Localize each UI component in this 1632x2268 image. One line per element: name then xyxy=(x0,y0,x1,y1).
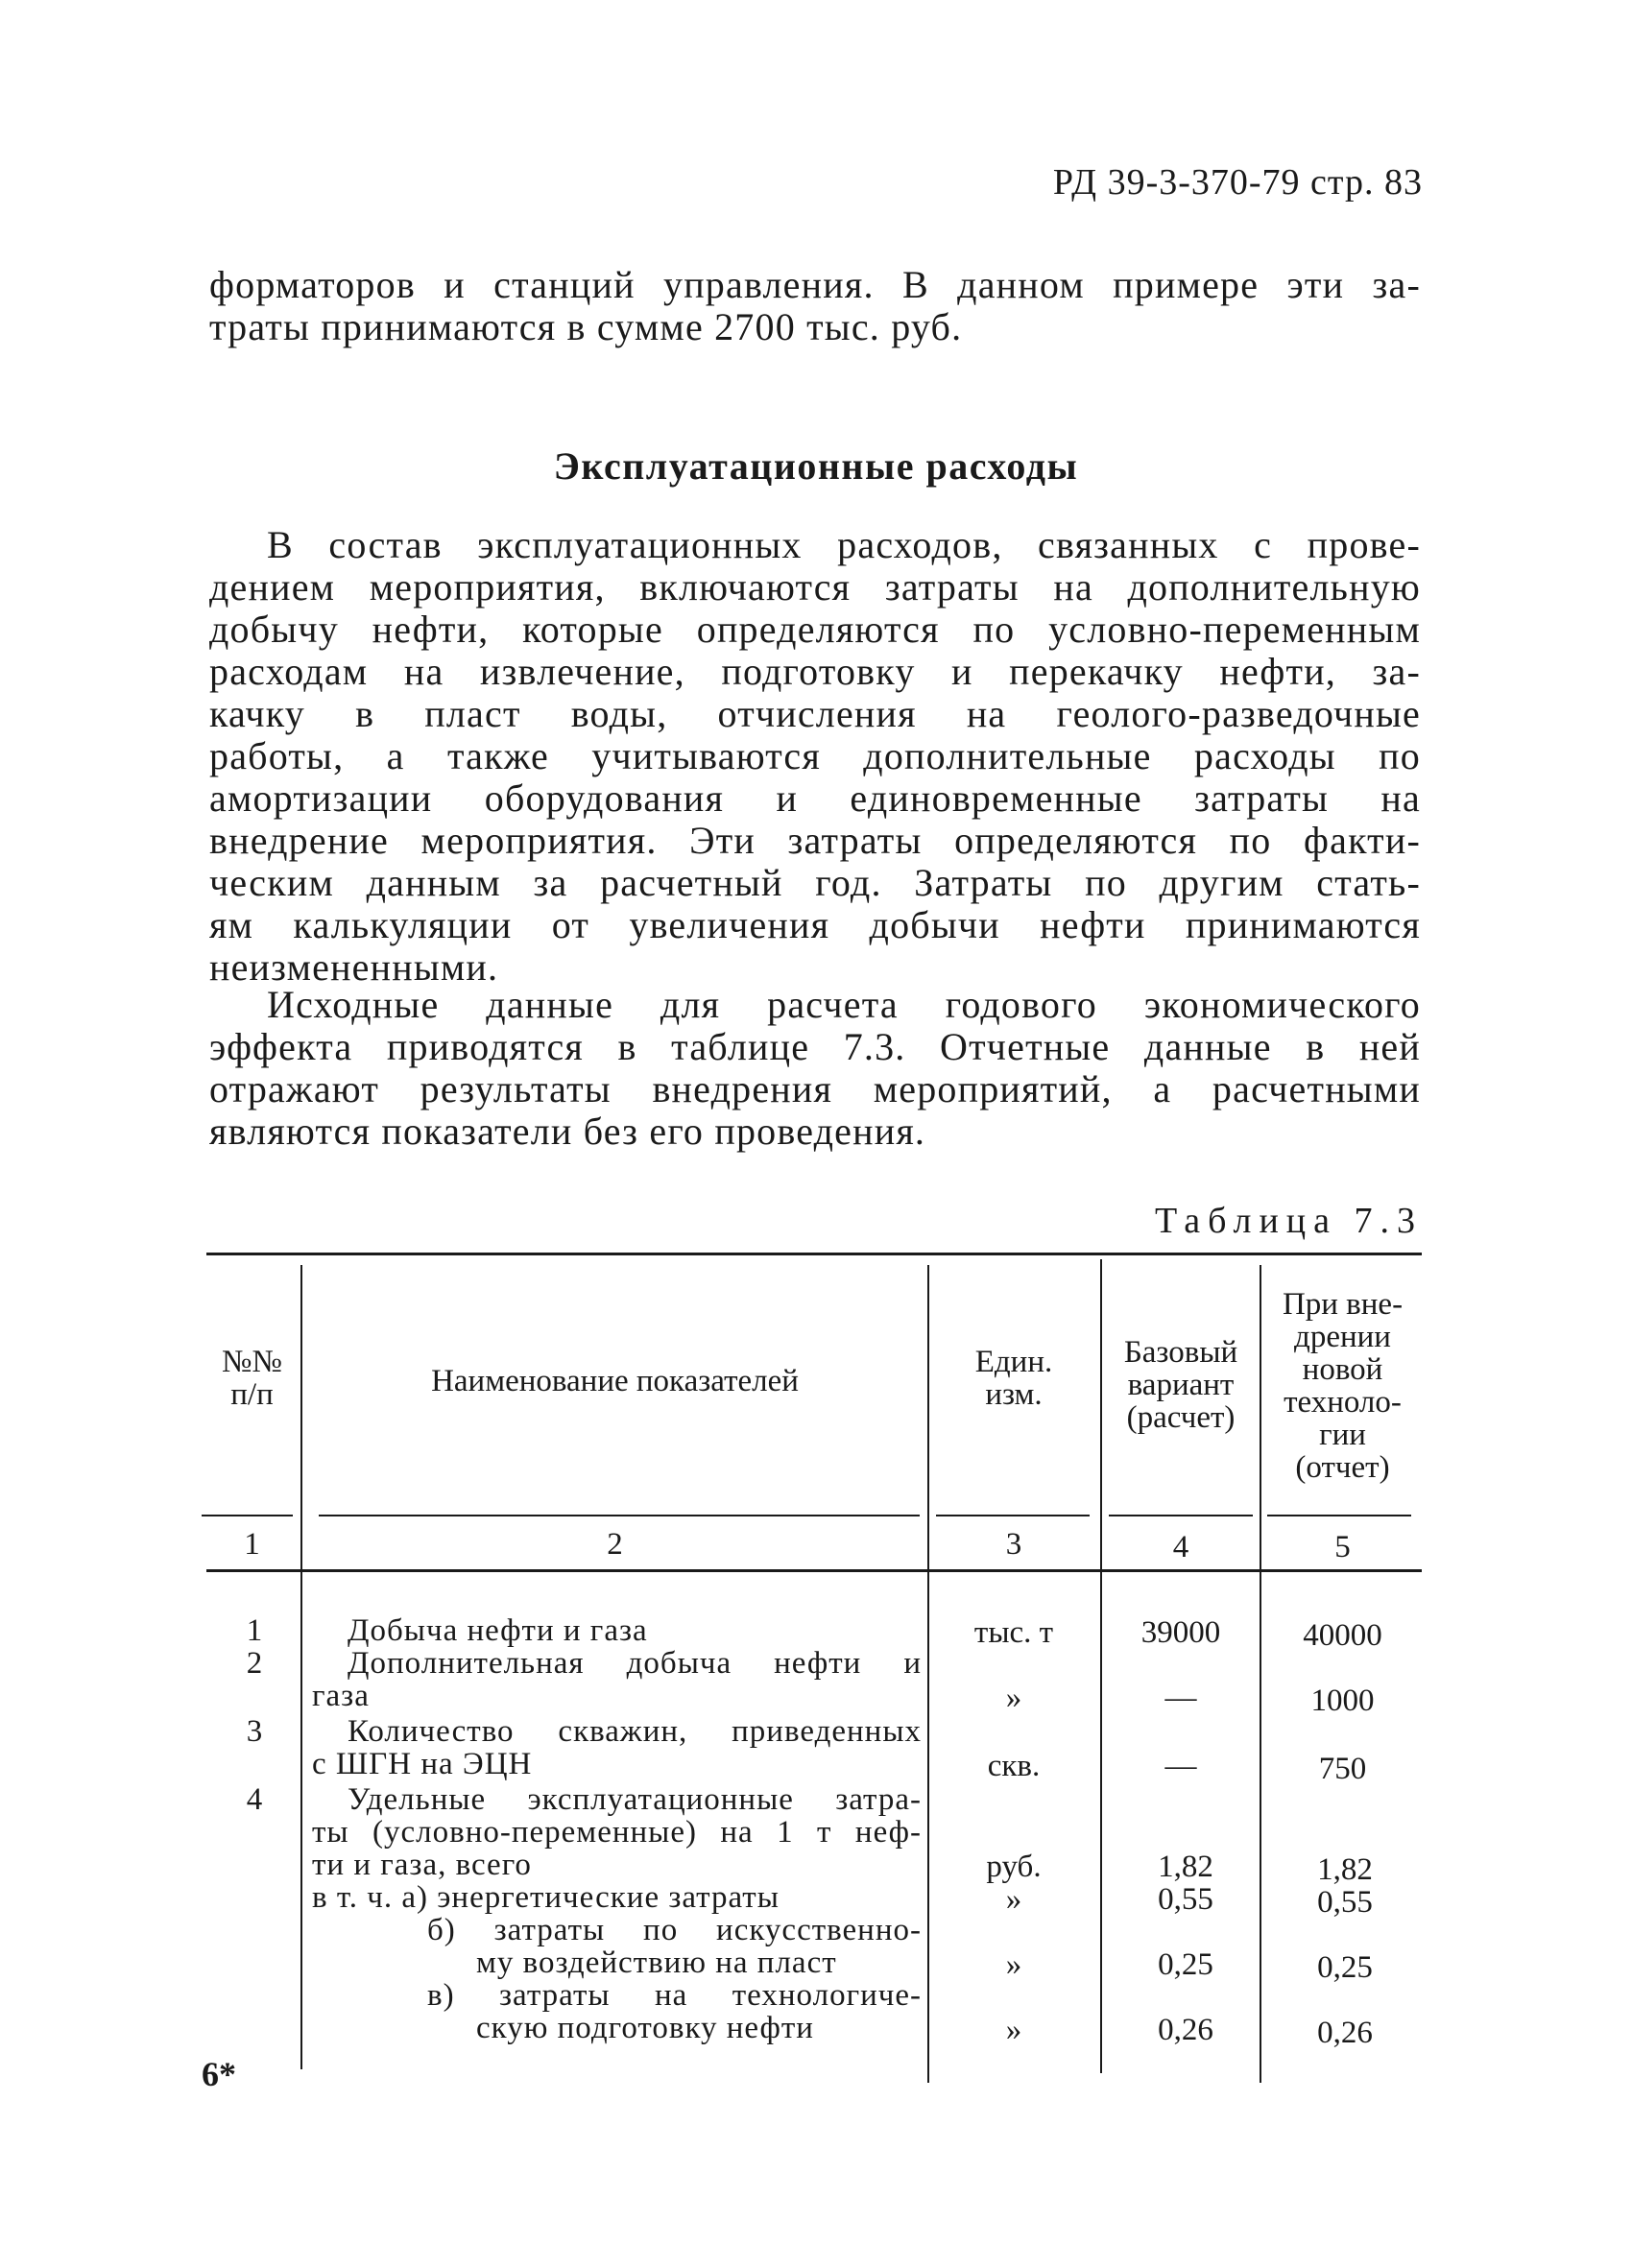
header-line: техноло- xyxy=(1284,1385,1402,1420)
indicator-line: б) затраты по искусственно- xyxy=(427,1913,922,1947)
header-line: Наименование показателей xyxy=(431,1364,799,1398)
new-value-cell: 0,26 xyxy=(1317,2016,1373,2050)
text-line: эффекта приводятся в таблице 7.3. Отчетные данные в ней xyxy=(209,1025,1421,1068)
unit-cell: скв. xyxy=(987,1749,1041,1783)
unit-cell: » xyxy=(1005,1947,1022,1982)
text-line: траты принимаются в сумме 2700 тыс. руб. xyxy=(209,305,963,348)
base-value-cell: — xyxy=(1164,1681,1197,1715)
new-value-cell: 0,55 xyxy=(1317,1885,1373,1920)
text-line: амортизации оборудования и единовременные затраты на xyxy=(209,776,1421,820)
column-number: 3 xyxy=(1005,1527,1022,1562)
header-line: Един. xyxy=(974,1345,1053,1379)
indicator-line: газа xyxy=(312,1679,370,1713)
base-value-cell: 39000 xyxy=(1140,1615,1221,1650)
column-divider xyxy=(1100,1259,1102,2073)
text-line: работы, а также учитываются дополнительные расходы по xyxy=(209,734,1421,777)
base-value-cell: 0,25 xyxy=(1158,1947,1213,1982)
new-value-cell: 40000 xyxy=(1303,1618,1382,1653)
column-divider xyxy=(300,1265,302,2069)
text-line: внедрение мероприятия. Эти затраты определяются по факти- xyxy=(209,819,1421,862)
text-line: отражают результаты внедрения мероприятий, а расчетными xyxy=(209,1067,1421,1110)
text-line: ческим данным за расчетный год. Затраты по другим стать- xyxy=(209,861,1421,904)
indicator-line: в т. ч. а) энергетические затраты xyxy=(312,1880,780,1915)
header-line: гии xyxy=(1319,1418,1366,1452)
header-line: (расчет) xyxy=(1126,1400,1236,1435)
row-number: 4 xyxy=(246,1782,263,1817)
indicator-line: Дополнительная добыча нефти и xyxy=(348,1646,922,1681)
paragraph-1 xyxy=(209,524,1421,989)
header-sub-rule xyxy=(1267,1515,1411,1516)
column-number: 2 xyxy=(607,1527,623,1562)
header-line: №№ xyxy=(222,1345,282,1379)
text-line: дением мероприятия, включаются затраты на дополнительную xyxy=(209,565,1421,609)
header-sub-rule xyxy=(202,1515,293,1516)
header-line: дрении xyxy=(1294,1320,1391,1354)
text-line: качку в пласт воды, отчисления на геолого-разведочные xyxy=(209,692,1421,735)
indicator-line: с ШГН на ЭЦН xyxy=(312,1747,533,1781)
text-line: являются показатели без его проведения. xyxy=(209,1110,926,1153)
column-divider xyxy=(927,1265,929,2083)
new-value-cell: 1,82 xyxy=(1317,1852,1373,1887)
indicator-line: Удельные эксплуатационные затра- xyxy=(348,1782,922,1817)
indicator-line: в) затраты на технологиче- xyxy=(427,1978,922,2013)
header-line: п/п xyxy=(230,1377,274,1412)
base-value-cell: 1,82 xyxy=(1158,1850,1213,1884)
unit-cell: » xyxy=(1005,2013,1022,2047)
new-value-cell: 750 xyxy=(1318,1752,1367,1786)
indicator-line: скую подготовку нефти xyxy=(476,2011,814,2045)
section-title: Эксплуатационные расходы xyxy=(553,444,1079,488)
indicator-line: ты (условно-переменные) на 1 т неф- xyxy=(312,1815,922,1850)
text-line: неизмененными. xyxy=(209,945,499,989)
paragraph-2 xyxy=(209,984,1421,1153)
header-sub-rule xyxy=(936,1515,1090,1516)
header-line: вариант xyxy=(1127,1368,1235,1402)
base-value-cell: 0,26 xyxy=(1158,2013,1213,2047)
indicator-line: му воздействию на пласт xyxy=(476,1946,837,1980)
table-top-rule xyxy=(206,1253,1422,1255)
header-new-technology xyxy=(1263,1288,1422,1484)
unit-cell: » xyxy=(1005,1681,1022,1715)
unit-cell: руб. xyxy=(986,1850,1042,1884)
running-head: РД 39-3-370-79 стр. 83 xyxy=(1052,162,1423,203)
header-unit xyxy=(931,1346,1096,1411)
row-number: 3 xyxy=(246,1714,263,1749)
text-line: Исходные данные для расчета годового экономического xyxy=(267,983,1421,1026)
new-value-cell: 0,25 xyxy=(1317,1950,1373,1985)
text-line: добычу нефти, которые определяются по условно-переменным xyxy=(209,608,1421,651)
table-caption: Таблица 7.3 xyxy=(1154,1201,1423,1241)
row-number: 2 xyxy=(246,1646,263,1681)
text-line: ям калькуляции от увеличения добычи нефти принимаются xyxy=(209,903,1421,946)
unit-cell: тыс. т xyxy=(973,1615,1054,1650)
column-number: 5 xyxy=(1334,1530,1351,1564)
row-number: 1 xyxy=(246,1613,263,1648)
indicator-line: Добыча нефти и газа xyxy=(348,1613,648,1648)
indicator-line: Количество скважин, приведенных xyxy=(348,1714,922,1749)
text-line: форматоров и станций управления. В данном примере эти за- xyxy=(209,263,1421,306)
signature-mark: 6* xyxy=(202,2055,236,2093)
header-line: изм. xyxy=(985,1377,1043,1412)
column-number: 4 xyxy=(1172,1530,1189,1564)
indicator-line: ти и газа, всего xyxy=(312,1848,532,1882)
intro-paragraph xyxy=(209,264,1421,348)
header-number xyxy=(206,1346,298,1411)
header-sub-rule xyxy=(1109,1515,1253,1516)
header-line: новой xyxy=(1302,1352,1383,1387)
new-value-cell: 1000 xyxy=(1310,1683,1375,1718)
text-line: В состав эксплуатационных расходов, связанных с прове- xyxy=(267,523,1421,566)
header-line: (отчет) xyxy=(1295,1450,1390,1485)
column-number: 1 xyxy=(244,1527,260,1562)
header-base-variant xyxy=(1104,1336,1258,1434)
header-line: Базовый xyxy=(1123,1335,1238,1370)
header-indicator-name xyxy=(305,1365,924,1397)
base-value-cell: 0,55 xyxy=(1158,1882,1213,1917)
text-line: расходам на извлечение, подготовку и перекачку нефти, за- xyxy=(209,650,1421,693)
column-number-rule xyxy=(206,1569,1422,1572)
header-line: При вне- xyxy=(1282,1287,1404,1322)
header-sub-rule xyxy=(319,1515,920,1516)
base-value-cell: — xyxy=(1164,1749,1197,1783)
unit-cell: » xyxy=(1005,1882,1022,1917)
